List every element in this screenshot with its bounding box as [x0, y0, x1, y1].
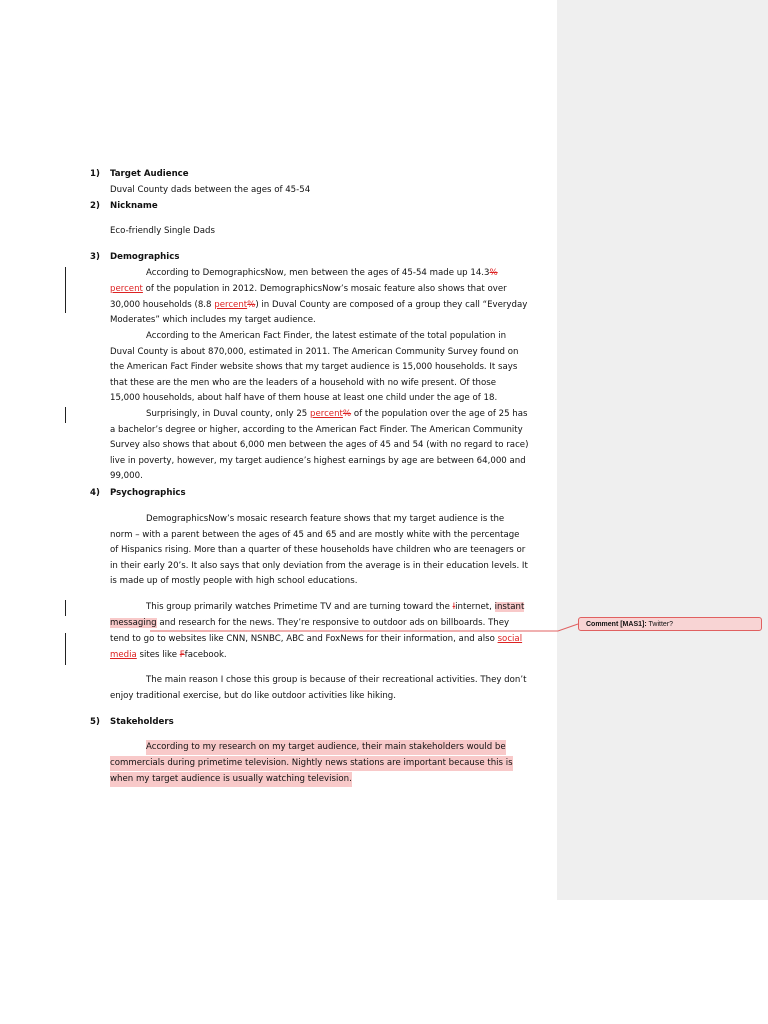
comment-connector [150, 610, 580, 640]
section-number: 2) [90, 201, 100, 211]
tracked-deletion: % [342, 409, 352, 419]
text-line: DemographicsNow’s mosaic research feature shows that my target audience is the [146, 514, 505, 524]
commented-text[interactable]: messaging [110, 618, 157, 628]
text-line: the American Fact Finder website shows that my target audience is 15,000 households. It says [110, 362, 518, 372]
section-heading-stakeholders: Stakeholders [110, 717, 174, 727]
text-line: Moderates” which includes my target audience. [110, 315, 316, 325]
tracked-insertion: percent [214, 300, 248, 310]
text-line: This group primarily watches Primetime TV and are turning toward the Iinternet, instant [146, 602, 525, 612]
comment-balloon[interactable] [578, 617, 762, 631]
text-line: tend to go to websites like CNN, NSNBC, ABC and FoxNews for their information, and also social [110, 634, 523, 644]
text-line: 30,000 households (8.8 percent%) in Duval County are composed of a group they call “Everyday [110, 300, 528, 310]
text-line: norm – with a parent between the ages of 45 and 65 and are mostly white with the percentage [110, 530, 520, 540]
section-heading-target-audience: Target Audience [110, 169, 189, 179]
text-line: Surprisingly, in Duval county, only 25 percent% of the population over the age of 25 has [146, 409, 528, 419]
change-bar [65, 407, 66, 423]
text-line: that these are the men who are the leaders of a household with no wife present. Of those [110, 378, 496, 388]
nickname-text: Eco-friendly Single Dads [110, 226, 215, 236]
text-line: The main reason I chose this group is because of their recreational activities. They don’t [146, 675, 527, 685]
section-heading-demographics: Demographics [110, 252, 180, 262]
change-bar [65, 267, 66, 313]
section-number: 1) [90, 169, 100, 179]
text-line: of Hispanics rising. More than a quarter of these households have children who are teenagers or [110, 545, 526, 555]
text-line: percent of the population in 2012. DemographicsNow’s mosaic feature also shows that over [110, 284, 507, 294]
tracked-deletion: F [179, 650, 185, 660]
section-number: 3) [90, 252, 100, 262]
target-audience-text: Duval County dads between the ages of 45-54 [110, 185, 311, 195]
commented-text[interactable]: commercials during primetime television. Nightly news stations are important because this is [110, 756, 513, 771]
text-line: in their early 20’s. It also says that only deviation from the average is in their education levels. It [110, 561, 528, 571]
section-number: 5) [90, 717, 100, 727]
text-line: Duval County is about 870,000, estimated in 2011. The American Community Survey found on [110, 347, 519, 357]
tracked-insertion: media [110, 650, 137, 660]
tracked-deletion: % [247, 300, 256, 310]
tracked-insertion: social [497, 634, 523, 644]
text-line: media sites like Ffacebook. [110, 650, 227, 660]
text-line: a bachelor’s degree or higher, according to the American Fact Finder. The American Community [110, 425, 523, 435]
text-line: enjoy traditional exercise, but do like outdoor activities like hiking. [110, 691, 396, 701]
text-line: 15,000 households, about half have of them house at least one child under the age of 18. [110, 393, 498, 403]
text-line: live in poverty, however, my target audience’s highest earnings by age are between 64,000 and [110, 456, 526, 466]
change-bar [65, 633, 66, 665]
comment-text: Twitter? [648, 621, 674, 628]
text-line: messaging and research for the news. They’re responsive to outdoor ads on billboards. They [110, 618, 510, 628]
commented-text[interactable]: when my target audience is usually watching television. [110, 772, 352, 787]
change-bar [65, 600, 66, 616]
tracked-deletion: I [452, 602, 456, 612]
section-number: 4) [90, 488, 100, 498]
comment-margin-pane [557, 0, 768, 900]
text-line: According to the American Fact Finder, the latest estimate of the total population in [146, 331, 507, 341]
text-line: According to DemographicsNow, men between the ages of 45-54 made up 14.3% [146, 268, 498, 278]
text-line: is made up of mostly people with high school educations. [110, 576, 358, 586]
section-heading-psychographics: Psychographics [110, 488, 186, 498]
text-line: Survey also shows that about 6,000 men between the ages of 45 and 54 (with no regard to race) [110, 440, 529, 450]
commented-text[interactable]: According to my research on my target audience, their main stakeholders would be [146, 740, 506, 755]
comment-label: Comment [MAS1]: [586, 621, 647, 628]
tracked-insertion: percent [110, 284, 143, 294]
commented-text[interactable]: instant [494, 602, 525, 612]
tracked-deletion: % [489, 268, 498, 278]
text-line: 99,000. [110, 471, 143, 481]
tracked-insertion: percent [310, 409, 343, 419]
section-heading-nickname: Nickname [110, 201, 158, 211]
